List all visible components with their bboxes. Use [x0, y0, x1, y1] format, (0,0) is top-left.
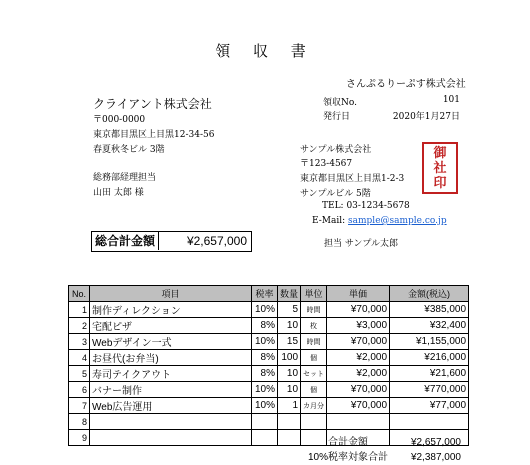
table-row: [69, 302, 469, 318]
sender-email-label: E-Mail:: [312, 216, 346, 226]
table-row: [69, 334, 469, 350]
cell-quantity: 10: [278, 382, 301, 398]
cell-unit: [301, 414, 327, 430]
cell-item: 制作ディレクション: [90, 302, 252, 318]
cell-unit-price: ¥70,000: [327, 302, 390, 318]
receipt-no: 101: [442, 95, 460, 105]
cell-no: 9: [69, 430, 90, 446]
cell-tax-rate: 8%: [252, 350, 278, 366]
cell-unit-price: ¥2,000: [327, 350, 390, 366]
cell-quantity: 100: [278, 350, 301, 366]
cell-no: 5: [69, 366, 90, 382]
summary-row-10pct: [298, 450, 463, 465]
cell-quantity: [278, 414, 301, 430]
cell-amount: ¥77,000: [390, 398, 469, 414]
cell-unit: セット: [301, 366, 327, 382]
cell-item: Webデザイン一式: [90, 334, 252, 350]
cell-unit-price: ¥70,000: [327, 382, 390, 398]
cell-amount: ¥216,000: [390, 350, 469, 366]
grand-total-box: [91, 231, 252, 252]
table-row: [69, 398, 469, 414]
cell-amount: ¥1,155,000: [390, 334, 469, 350]
cell-no: 2: [69, 318, 90, 334]
cell-tax-rate: 10%: [252, 302, 278, 318]
table-row: [69, 382, 469, 398]
cell-unit: 個: [301, 350, 327, 366]
issue-date-label: 発行日: [323, 112, 351, 122]
table-row: [69, 366, 469, 382]
table-row: [69, 350, 469, 366]
header-quantity: 数量: [278, 286, 301, 302]
items-table: [68, 285, 469, 446]
cell-quantity: 1: [278, 398, 301, 414]
grand-total-value: ¥2,657,000: [186, 234, 247, 248]
cell-no: 8: [69, 414, 90, 430]
cell-item: バナー制作: [90, 382, 252, 398]
cell-unit: 個: [301, 382, 327, 398]
cell-no: 7: [69, 398, 90, 414]
sender-postal: 〒123-4567: [300, 159, 353, 169]
cell-quantity: 15: [278, 334, 301, 350]
issuer-name: さんぷるりーぷす株式会社: [346, 79, 466, 90]
summary-total-value: ¥2,657,000: [410, 437, 461, 448]
cell-quantity: 5: [278, 302, 301, 318]
cell-item: お昼代(お弁当): [90, 350, 252, 366]
sender-email-link[interactable]: sample@sample.co.jp: [348, 216, 447, 226]
cell-tax-rate: 8%: [252, 366, 278, 382]
cell-amount: [390, 414, 469, 430]
cell-quantity: 10: [278, 318, 301, 334]
cell-tax-rate: [252, 430, 278, 446]
sender-address1: 東京都目黒区上目黒1-2-3: [300, 174, 405, 184]
receipt-no-label: 領収No.: [323, 98, 357, 108]
cell-unit: 時間: [301, 302, 327, 318]
header-amount: 金額(税込): [390, 286, 469, 302]
summary-10pct-value: ¥2,387,000: [410, 452, 461, 463]
client-department: 総務部経理担当: [93, 173, 157, 183]
summary-total-label: 合計金額: [328, 437, 368, 448]
cell-no: 1: [69, 302, 90, 318]
stamp-char-1: 御: [433, 146, 447, 161]
header-item: 項目: [90, 286, 252, 302]
cell-item: [90, 430, 252, 446]
cell-item: 宅配ピザ: [90, 318, 252, 334]
cell-amount: ¥21,600: [390, 366, 469, 382]
grand-total-label: 総合計金額: [92, 232, 159, 250]
cell-item: [90, 414, 252, 430]
cell-amount: ¥385,000: [390, 302, 469, 318]
cell-tax-rate: [252, 414, 278, 430]
client-name: クライアント株式会社: [93, 97, 212, 111]
header-unit-price: 単価: [327, 286, 390, 302]
sender-email-row: [312, 216, 447, 226]
header-no: No.: [69, 286, 90, 302]
client-address2: 春夏秋冬ビル 3階: [93, 145, 165, 155]
header-tax-rate: 税率: [252, 286, 278, 302]
cell-item: 寿司テイクアウト: [90, 366, 252, 382]
client-address1: 東京都目黒区上目黒12-34-56: [93, 130, 215, 140]
cell-no: 6: [69, 382, 90, 398]
table-row: [69, 318, 469, 334]
client-postal: 〒000-0000: [93, 115, 146, 125]
cell-tax-rate: 10%: [252, 398, 278, 414]
header-unit: 単位: [301, 286, 327, 302]
cell-tax-rate: 10%: [252, 382, 278, 398]
sender-address2: サンプルビル 5階: [300, 189, 371, 199]
issue-date: 2020年1月27日: [392, 112, 460, 122]
sender-tel: TEL: 03-1234-5678: [322, 201, 410, 211]
table-row: [69, 414, 469, 430]
summary-row-total: [298, 435, 463, 450]
cell-unit-price: ¥70,000: [327, 334, 390, 350]
cell-unit: カ月分: [301, 398, 327, 414]
cell-no: 3: [69, 334, 90, 350]
cell-amount: ¥32,400: [390, 318, 469, 334]
summary-block: [298, 435, 463, 465]
table-header-row: [69, 286, 469, 302]
cell-item: Web広告運用: [90, 398, 252, 414]
cell-tax-rate: 10%: [252, 334, 278, 350]
sender-company: サンプル株式会社: [300, 145, 372, 155]
document-title: 領 収 書: [215, 42, 315, 60]
cell-unit-price: ¥3,000: [327, 318, 390, 334]
cell-unit: 時間: [301, 334, 327, 350]
sender-staff: 担当 サンプル太郎: [324, 239, 399, 249]
cell-unit: 枚: [301, 318, 327, 334]
cell-amount: ¥770,000: [390, 382, 469, 398]
cell-unit-price: ¥70,000: [327, 398, 390, 414]
cell-tax-rate: 8%: [252, 318, 278, 334]
company-seal-stamp: [422, 142, 458, 194]
cell-no: 4: [69, 350, 90, 366]
stamp-char-3: 印: [433, 176, 447, 191]
cell-quantity: 10: [278, 366, 301, 382]
summary-10pct-label: 10%税率対象合計: [307, 452, 388, 463]
client-person: 山田 太郎 様: [93, 188, 144, 198]
stamp-char-2: 社: [433, 161, 447, 176]
cell-unit-price: ¥2,000: [327, 366, 390, 382]
cell-unit-price: [327, 414, 390, 430]
